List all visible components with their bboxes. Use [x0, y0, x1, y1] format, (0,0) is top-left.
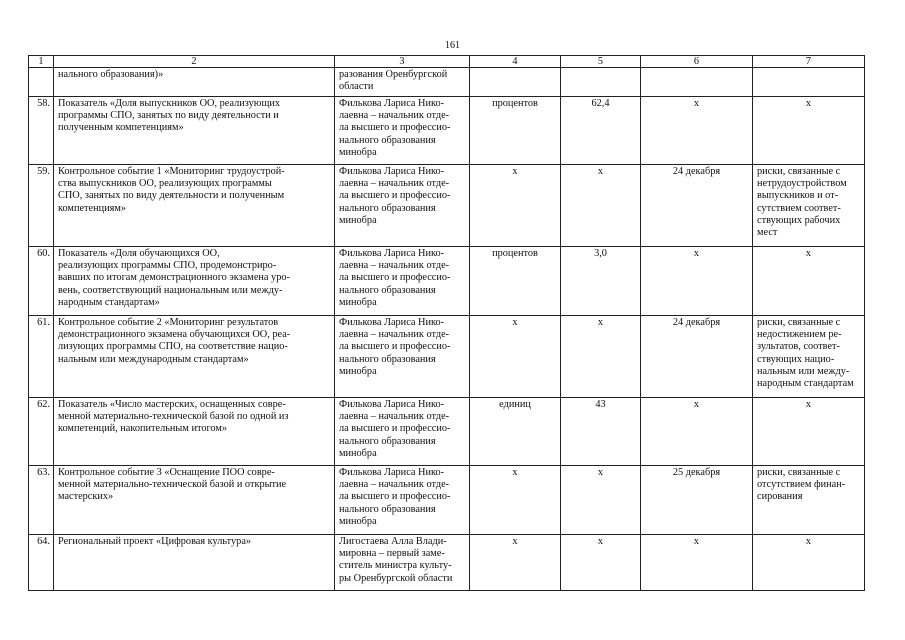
row-risks: х: [753, 97, 865, 165]
row-unit: процентов: [470, 247, 561, 316]
row-number: 62.: [29, 398, 54, 466]
row-risks: риски, связанные с нетрудоустройством выпускников и от- сутствием соответ- ствующих рабочих мест: [753, 165, 865, 247]
table-row: [29, 316, 865, 398]
table-row: [29, 97, 865, 165]
table-row: [29, 247, 865, 316]
row-description: нального образования)»: [54, 68, 335, 97]
row-deadline: х: [641, 97, 753, 165]
row-unit: х: [470, 535, 561, 591]
row-responsible: Филькова Лариса Нико- лаевна – начальник отде- ла высшего и профессио- нального образования минобра: [335, 165, 470, 247]
column-number: 2: [54, 56, 335, 68]
table-row: [29, 398, 865, 466]
page-number: 161: [445, 40, 460, 51]
row-responsible: Филькова Лариса Нико- лаевна – начальник отде- ла высшего и профессио- нального образования минобра: [335, 398, 470, 466]
column-number-row: [29, 56, 865, 68]
row-number: 60.: [29, 247, 54, 316]
row-description: Показатель «Доля обучающихся ОО, реализующих программы СПО, продемонстриро- вавших по итогам демонстрационного экзамена уро- вень, соответствующий национальным или между- народным стандартам»: [54, 247, 335, 316]
row-risks: риски, связанные с недостижением ре- зультатов, соответ- ствующих нацио- нальным или между- народным стандартам: [753, 316, 865, 398]
column-number: 1: [29, 56, 54, 68]
column-number: 6: [641, 56, 753, 68]
row-unit: [470, 68, 561, 97]
row-value: 3,0: [561, 247, 641, 316]
table-row: [29, 535, 865, 591]
row-value: 43: [561, 398, 641, 466]
row-unit: х: [470, 466, 561, 535]
row-description: Контрольное событие 3 «Оснащение ПОО совре- менной материально-технической базой и открытие мастерских»: [54, 466, 335, 535]
row-value: х: [561, 316, 641, 398]
row-risks: х: [753, 398, 865, 466]
row-responsible: Филькова Лариса Нико- лаевна – начальник отде- ла высшего и профессио- нального образования минобра: [335, 466, 470, 535]
row-deadline: 24 декабря: [641, 316, 753, 398]
column-number: 4: [470, 56, 561, 68]
row-description: Показатель «Число мастерских, оснащенных совре- менной материально-технической базой по одной из компетенций, накопительным итогом»: [54, 398, 335, 466]
row-risks: х: [753, 247, 865, 316]
row-deadline: 25 декабря: [641, 466, 753, 535]
row-value: 62,4: [561, 97, 641, 165]
continuation-row: [29, 68, 865, 97]
row-number: 63.: [29, 466, 54, 535]
row-risks: риски, связанные с отсутствием финан- сирования: [753, 466, 865, 535]
row-number: 58.: [29, 97, 54, 165]
row-deadline: х: [641, 535, 753, 591]
row-description: Региональный проект «Цифровая культура»: [54, 535, 335, 591]
row-value: х: [561, 466, 641, 535]
row-deadline: 24 декабря: [641, 165, 753, 247]
row-description: Контрольное событие 2 «Мониторинг результатов демонстрационного экзамена обучающихся ОО, реа- лизующих программы СПО, на соответствие нацио- нальным или международным стандартам»: [54, 316, 335, 398]
row-risks: [753, 68, 865, 97]
column-number: 7: [753, 56, 865, 68]
row-responsible: разования Оренбургской области: [335, 68, 470, 97]
row-responsible: Филькова Лариса Нико- лаевна – начальник отде- ла высшего и профессио- нального образования минобра: [335, 316, 470, 398]
row-description: Контрольное событие 1 «Мониторинг трудоустрой- ства выпускников ОО, реализующих программы СПО, занятых по виду деятельности и полученным компетенциям»: [54, 165, 335, 247]
column-number: 3: [335, 56, 470, 68]
row-deadline: [641, 68, 753, 97]
column-number: 5: [561, 56, 641, 68]
row-unit: единиц: [470, 398, 561, 466]
row-number: 64.: [29, 535, 54, 591]
table-row: [29, 466, 865, 535]
row-unit: х: [470, 316, 561, 398]
row-responsible: Филькова Лариса Нико- лаевна – начальник отде- ла высшего и профессио- нального образования минобра: [335, 247, 470, 316]
row-responsible: Филькова Лариса Нико- лаевна – начальник отде- ла высшего и профессио- нального образования минобра: [335, 97, 470, 165]
row-number: 61.: [29, 316, 54, 398]
row-deadline: х: [641, 247, 753, 316]
row-unit: процентов: [470, 97, 561, 165]
row-unit: х: [470, 165, 561, 247]
row-number: [29, 68, 54, 97]
row-description: Показатель «Доля выпускников ОО, реализующих программы СПО, занятых по виду деятельности и полученным компетенциям»: [54, 97, 335, 165]
row-risks: х: [753, 535, 865, 591]
row-number: 59.: [29, 165, 54, 247]
row-deadline: х: [641, 398, 753, 466]
row-value: х: [561, 165, 641, 247]
row-responsible: Лигостаева Алла Влади- мировна – первый замe- ститель министра культу- ры Оренбургской области: [335, 535, 470, 591]
plan-table: [28, 55, 865, 591]
table-row: [29, 165, 865, 247]
row-value: [561, 68, 641, 97]
row-value: х: [561, 535, 641, 591]
